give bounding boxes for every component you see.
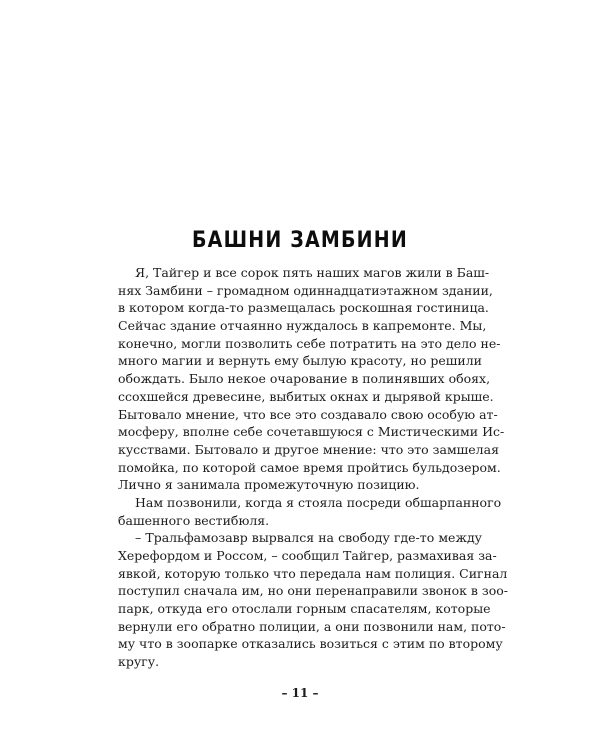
text-line: му что в зоопарке отказались возиться с этим по второму [118,636,503,652]
text-line: много магии и вернуть ему былую красоту, но решили [118,353,482,369]
page-number: – 11 – [281,686,319,700]
text-line: кругу. [118,654,160,670]
text-line: Бытовало мнение, что все это создавало свою особую ат- [118,406,498,422]
text-line: обождать. Было некое очарование в полинявших обоях, [118,371,491,387]
text-line: – Тральфамозавр вырвался на свободу где-то между [135,530,482,546]
text-line: мосферу, вполне себе сочетавшуюся с Мистическими Ис- [118,424,505,440]
text-line: башенного вестибюля. [118,512,270,528]
text-line: кусствами. Бытовало и другое мнение: что это замшелая [118,441,499,457]
text-line: Нам позвонили, когда я стояла посреди обшарпанного [135,494,502,510]
text-line: явкой, которую только что передала нам полиция. Сигнал [118,565,508,581]
text-line: Я, Тайгер и все сорок пять наших магов жили в Баш- [135,265,490,280]
paragraph [118,264,505,494]
text-line: ссохшейся древесине, выбитых окнах и дырявой крыше. [118,388,494,404]
chapter-body [118,264,509,671]
text-line: поступил сначала им, но они перенаправили звонок в зоо- [118,583,509,599]
text-line: парк, откуда его отослали горным спасателям, которые [118,601,491,617]
paragraph [118,494,502,529]
text-line: конечно, могли позволить себе потратить на это дело не- [118,335,501,351]
text-line: помойка, по которой самое время пройтись бульдозером. [118,459,501,475]
text-line: Сейчас здание отчаянно нуждалось в капремонте. Мы, [118,318,487,334]
paragraph [118,529,509,671]
chapter-title: БАШНИ ЗАМБИНИ [192,227,408,253]
text-line: Лично я занимала промежуточную позицию. [118,477,420,493]
text-line: нях Замбини – громадном одиннадцатиэтажном здании, [118,282,493,298]
text-line: вернули его обратно полиции, а они позвонили нам, пото- [118,618,506,634]
text-line: в котором когда-то размещалась роскошная гостиница. [118,300,489,316]
text-line: Херефордом и Россом, – сообщил Тайгер, размахивая за- [118,548,497,563]
